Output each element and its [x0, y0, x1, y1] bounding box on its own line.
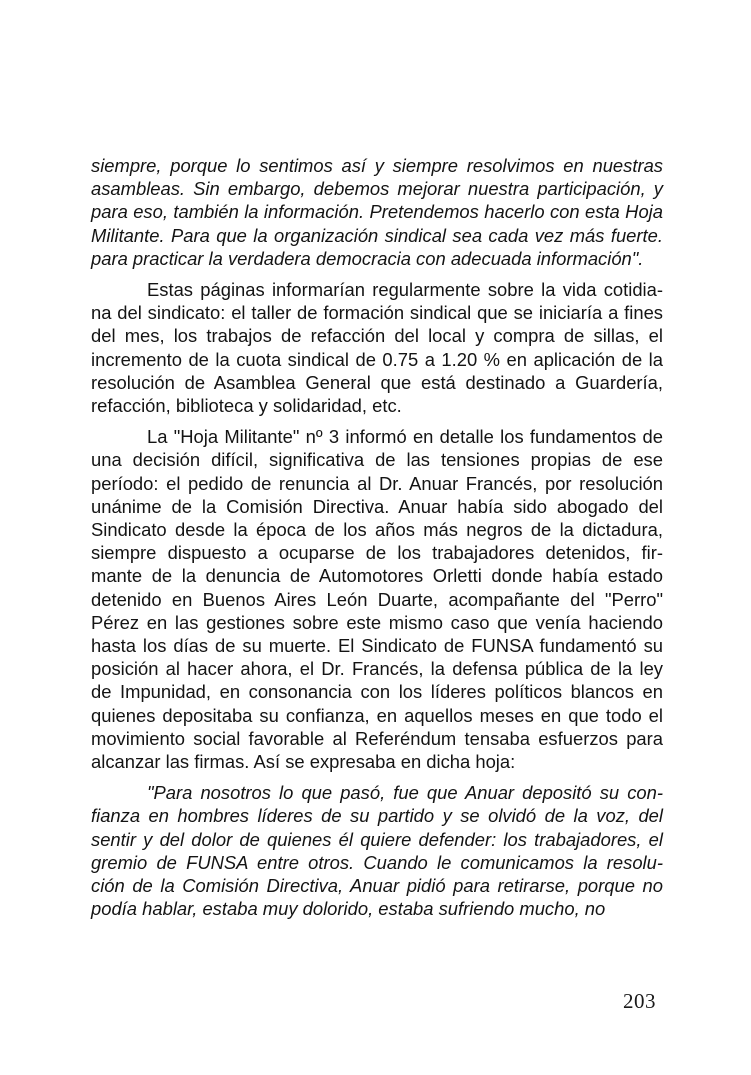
text-line: unánime de la Comisión Directiva. Anuar había sido abogado del — [91, 495, 663, 517]
text-line: Sindicato desde la época de los años más negros de la dictadura, — [91, 519, 663, 541]
text-line: una decisión difícil, significativa de las tensiones propias de ese — [91, 449, 663, 471]
text-line: del mes, los trabajos de refacción del local y compra de sillas, el — [91, 325, 663, 347]
text-line: resolución de Asamblea General que está destinado a Guardería, — [91, 371, 663, 393]
text-line: ción de la Comisión Directiva, Anuar pidió para retirarse, porque no — [91, 875, 663, 897]
text-line: siempre dispuesto a ocuparse de los trabajadores detenidos, fir- — [91, 542, 663, 564]
text-line: siempre, porque lo sentimos así y siempre resolvimos en nuestras — [91, 155, 663, 176]
text-line: alcanzar las firmas. Así se expresaba en dicha hoja: — [91, 751, 516, 773]
text-line: hasta los días de su muerte. El Sindicato de FUNSA fundamentó su — [91, 635, 663, 657]
text-line: podía hablar, estaba muy dolorido, estaba sufriendo mucho, no — [91, 898, 606, 920]
text-line: Pérez en las gestiones sobre este mismo caso que venía haciendo — [91, 611, 663, 633]
text-line: posición al hacer ahora, el Dr. Francés, la defensa pública de la ley — [91, 658, 663, 680]
paragraph-gap — [91, 417, 663, 425]
paragraph — [91, 425, 663, 773]
text-line: na del sindicato: el taller de formación sindical que se iniciaría a fines — [91, 302, 663, 324]
text-line: "Para nosotros lo que pasó, fue que Anuar depositó su con- — [147, 782, 663, 804]
text-line: movimiento social favorable al Referéndum tensaba esfuerzos para — [91, 727, 663, 749]
text-line: asambleas. Sin embargo, debemos mejorar nuestra participación, y — [91, 178, 663, 200]
text-line: fianza en hombres líderes de su partido y se olvidó de la voz, del — [91, 805, 663, 827]
page-number: 203 — [623, 989, 656, 1013]
text-line: período: el pedido de renuncia al Dr. Anuar Francés, por resolución — [91, 472, 663, 494]
text-line: Estas páginas informarían regularmente sobre la vida cotidia- — [147, 279, 663, 301]
paragraph-gap — [91, 773, 663, 781]
text-line: mante de la denuncia de Automotores Orletti donde había estado — [91, 565, 663, 587]
text-line: para eso, también la información. Pretendemos hacerlo con esta Hoja — [91, 201, 663, 223]
paragraph — [91, 781, 663, 920]
text-line: para practicar la verdadera democracia con adecuada información". — [91, 247, 644, 269]
paragraph — [91, 278, 663, 417]
body-text — [91, 154, 663, 921]
text-line: La "Hoja Militante" nº 3 informó en detalle los fundamentos de — [147, 426, 663, 448]
text-line: detenido en Buenos Aires León Duarte, acompañante del "Perro" — [91, 588, 663, 610]
paragraph-gap — [91, 270, 663, 278]
text-line: incremento de la cuota sindical de 0.75 a 1.20 % en aplicación de la — [91, 348, 663, 370]
text-line: refacción, biblioteca y solidaridad, etc. — [91, 395, 402, 417]
text-line: de Impunidad, en consonancia con los líderes políticos blancos en — [91, 681, 663, 703]
text-line: sentir y del dolor de quienes él quiere defender: los trabajadores, el — [91, 828, 663, 850]
text-line: quienes depositaba su confianza, en aquellos meses en que todo el — [91, 704, 663, 726]
text-line: gremio de FUNSA entre otros. Cuando le comunicamos la resolu- — [91, 851, 663, 873]
paragraph — [91, 154, 663, 270]
text-line: Militante. Para que la organización sindical sea cada vez más fuerte. — [91, 224, 663, 246]
